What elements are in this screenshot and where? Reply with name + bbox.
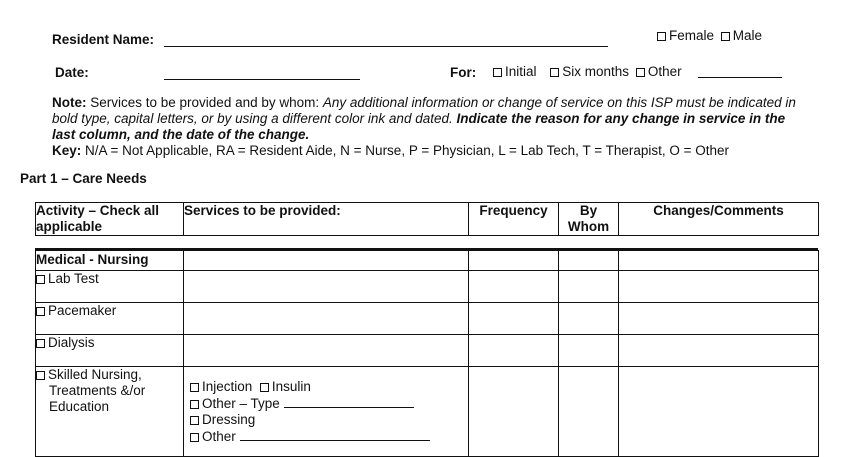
note-italic-text: Any additional information or change of service on this ISP must be indicated in bold type, capital letters, or by using a different color ink and dated. <box>52 95 796 126</box>
skilled-services-cell <box>184 367 469 457</box>
insulin-label: Insulin <box>271 379 311 394</box>
key-label: Key: <box>52 143 82 158</box>
injection-checkbox[interactable] <box>190 383 199 392</box>
injection-label: Injection <box>202 379 253 394</box>
note-text: Services to be provided and by whom: <box>86 95 323 110</box>
empty-cell <box>469 251 559 271</box>
by-whom-cell[interactable] <box>559 271 619 303</box>
dialysis-label: Dialysis <box>48 335 95 350</box>
date-label: Date: <box>55 65 89 80</box>
for-options <box>493 64 682 80</box>
skilled-other-field[interactable] <box>240 428 430 441</box>
other-checkbox[interactable] <box>636 68 645 77</box>
changes-cell[interactable] <box>619 271 819 303</box>
empty-cell <box>559 251 619 271</box>
frequency-cell[interactable] <box>469 335 559 367</box>
pacemaker-checkbox[interactable] <box>36 307 45 316</box>
care-needs-header-table <box>35 202 819 236</box>
key-text: N/A = Not Applicable, RA = Resident Aide, N = Nurse, P = Physician, L = Lab Tech, T = Therapist, O = Other <box>81 143 730 158</box>
row-skilled-nursing <box>36 367 184 457</box>
changes-cell[interactable] <box>619 303 819 335</box>
by-whom-cell[interactable] <box>559 303 619 335</box>
care-needs-table <box>35 250 819 457</box>
col-by-whom: By Whom <box>559 203 619 236</box>
pacemaker-label: Pacemaker <box>48 303 117 318</box>
male-checkbox[interactable] <box>721 32 730 41</box>
skilled-nursing-label: Skilled Nursing, Treatments &/or Education <box>48 367 146 414</box>
initial-label: Initial <box>505 64 537 79</box>
services-cell[interactable] <box>184 271 469 303</box>
skilled-other-checkbox[interactable] <box>190 433 199 442</box>
female-label: Female <box>669 28 715 43</box>
empty-cell <box>619 251 819 271</box>
note-bold-italic-text: Indicate the reason for any change in service in the last column, and the date of the change. <box>52 111 786 142</box>
row-dialysis <box>36 335 184 367</box>
resident-name-label: Resident Name: <box>52 32 155 47</box>
initial-checkbox[interactable] <box>493 68 502 77</box>
lab-test-label: Lab Test <box>48 271 99 286</box>
resident-name-field[interactable] <box>164 46 608 47</box>
empty-cell <box>184 251 469 271</box>
key-line <box>52 143 729 159</box>
insulin-checkbox[interactable] <box>260 383 269 392</box>
services-cell[interactable] <box>184 335 469 367</box>
skilled-nursing-checkbox[interactable] <box>36 371 45 380</box>
other-type-checkbox[interactable] <box>190 400 199 409</box>
dialysis-checkbox[interactable] <box>36 339 45 348</box>
col-frequency: Frequency <box>469 203 559 236</box>
by-whom-cell[interactable] <box>559 335 619 367</box>
six-months-label: Six months <box>562 64 630 79</box>
male-label: Male <box>732 28 763 43</box>
section-medical-nursing: Medical - Nursing <box>36 251 184 271</box>
changes-cell[interactable] <box>619 367 819 457</box>
other-type-label: Other – Type <box>202 396 280 411</box>
frequency-cell[interactable] <box>469 271 559 303</box>
col-changes: Changes/Comments <box>619 203 819 236</box>
row-pacemaker <box>36 303 184 335</box>
other-type-field[interactable] <box>284 395 414 408</box>
row-lab-test <box>36 271 184 303</box>
dressing-label: Dressing <box>202 412 256 427</box>
other-field[interactable] <box>698 77 782 78</box>
col-activity: Activity – Check all applicable <box>36 203 184 236</box>
date-field[interactable] <box>164 79 360 80</box>
by-whom-cell[interactable] <box>559 367 619 457</box>
female-checkbox[interactable] <box>657 32 666 41</box>
frequency-cell[interactable] <box>469 303 559 335</box>
other-label: Other <box>647 64 682 79</box>
services-cell[interactable] <box>184 303 469 335</box>
skilled-other-label: Other <box>202 429 236 444</box>
changes-cell[interactable] <box>619 335 819 367</box>
note-label: Note: <box>52 95 87 110</box>
lab-test-checkbox[interactable] <box>36 275 45 284</box>
six-months-checkbox[interactable] <box>550 68 559 77</box>
dressing-checkbox[interactable] <box>190 416 199 425</box>
for-label: For: <box>450 65 477 80</box>
frequency-cell[interactable] <box>469 367 559 457</box>
part1-title: Part 1 – Care Needs <box>20 171 147 186</box>
gender-options <box>657 28 762 44</box>
note-paragraph <box>52 95 802 143</box>
col-services: Services to be provided: <box>184 203 469 236</box>
